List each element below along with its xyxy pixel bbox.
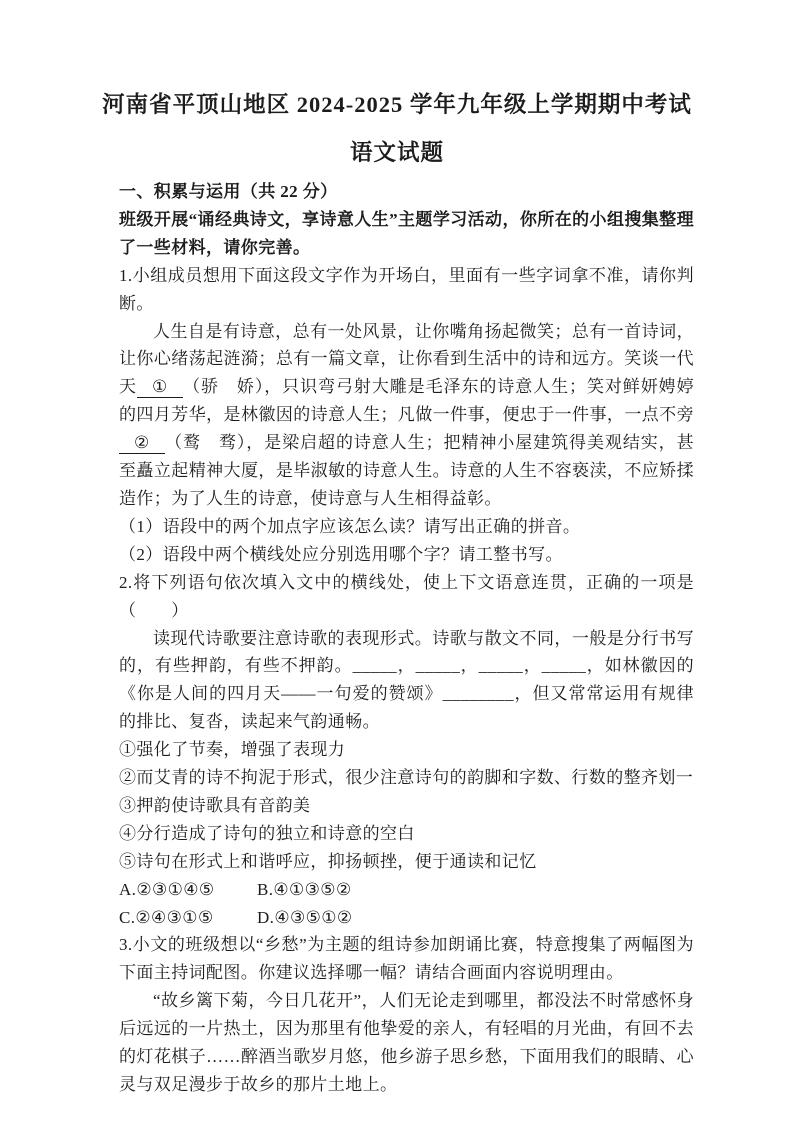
q2-item-4: ④分行造成了诗句的独立和诗意的空白: [119, 823, 415, 843]
q2-option-c: C.②④③①⑤: [119, 907, 214, 927]
title-block: [100, 90, 694, 168]
q3-passage: “故乡篱下菊，今日几花开”，人们无论走到哪里，都没法不时常感怀身后远远的一片热土，因为那里有他挚爱的亲人，有轻唱的月光曲，有回不去的灯花棋子……醉酒当歌岁月悠，他乡游子思乡愁，下面用我们的眼睛、心灵与双足漫步于故乡的那片土地上。: [119, 991, 694, 1094]
q1-passage-blank1: ①: [137, 378, 183, 398]
section-heading: 一、积累与运用（共 22 分）: [119, 182, 338, 201]
q2-stem: 2.将下列语句依次填入文中的横线处，使上下文语意连贯，正确的一项是（ ）: [119, 572, 694, 620]
q2-option-b: B.④①③⑤②: [257, 879, 352, 899]
q1-stem: 1.小组成员想用下面这段文字作为开场白，里面有一些字词拿不准，请你判断。: [119, 265, 694, 313]
q2-item-3: ③押韵使诗歌具有音韵美: [119, 795, 311, 815]
q2-passage: 读现代诗歌要注意诗歌的表现形式。诗歌与散文不同，一般是分行书写的，有些押韵，有些不押韵。_____，_____，_____，_____，如林徽因的《你是人间的四月天——一句爱的赞颂》________，但又常常运用有规律的排比、复沓，读起来气韵通畅。: [119, 628, 694, 732]
q2-item-5: ⑤诗句在形式上和谐呼应，抑扬顿挫，便于通读和记忆: [119, 851, 537, 871]
q2-item-1: ①强化了节奏，增强了表现力: [119, 740, 346, 760]
q1-passage-part3: （鹜 骛），是梁启超的诗意人生；把精神小屋建筑得美观结实，甚至矗立起精神大厦，是毕淑敏的诗意人生。诗意的人生不容亵渎，不应矫揉造作；为了人生的诗意，使诗意与人生相得益彰。: [119, 433, 694, 508]
q2-option-d: D.④③⑤①②: [257, 907, 353, 927]
q2-option-a: A.②③①④⑤: [119, 879, 215, 899]
q2-options: [119, 876, 519, 932]
q1-sub2: （2）语段中两个横线处应分别选用哪个字？请工整书写。: [119, 544, 563, 564]
exam-body: [119, 178, 694, 1099]
q1-passage-part1: 人生自是有诗意，总有一处风景，让你嘴角扬起微笑；总有一首诗词，让你心绪荡起涟漪；总有一篇文章，让你看到生活中的诗和远方。笑谈一代天: [119, 321, 694, 397]
q2-item-2: ②而艾青的诗不拘泥于形式，很少注意诗句的韵脚和字数、行数的整齐划一: [119, 768, 694, 788]
q3-stem: 3.小文的班级想以“乡愁”为主题的组诗参加朗诵比赛，特意搜集了两幅图为下面主持词配图。你建议选择哪一幅？请结合画面内容说明理由。: [119, 935, 694, 983]
exam-subtitle: 语文试题: [349, 140, 444, 165]
q1-passage-part2: （骄 娇），只识弯弓射大雕是毛泽东的诗意人生；笑对鲜妍娉婷的四月芳华，是林徽因的诗意人生；凡做一件事，便忠于一件事，一点不旁: [119, 377, 694, 425]
exam-title: 河南省平顶山地区 2024-2025 学年九年级上学期期中考试: [102, 92, 692, 117]
q1-passage-blank2: ②: [119, 434, 165, 454]
q1-sub1: （1）语段中的两个加点字应该怎么读？请写出正确的拼音。: [119, 516, 581, 536]
section-intro: 班级开展“诵经典诗文，享诗意人生”主题学习活动，你所在的小组搜集整理了一些材料，请你完善。: [119, 209, 694, 257]
q1-passage: [119, 318, 694, 513]
